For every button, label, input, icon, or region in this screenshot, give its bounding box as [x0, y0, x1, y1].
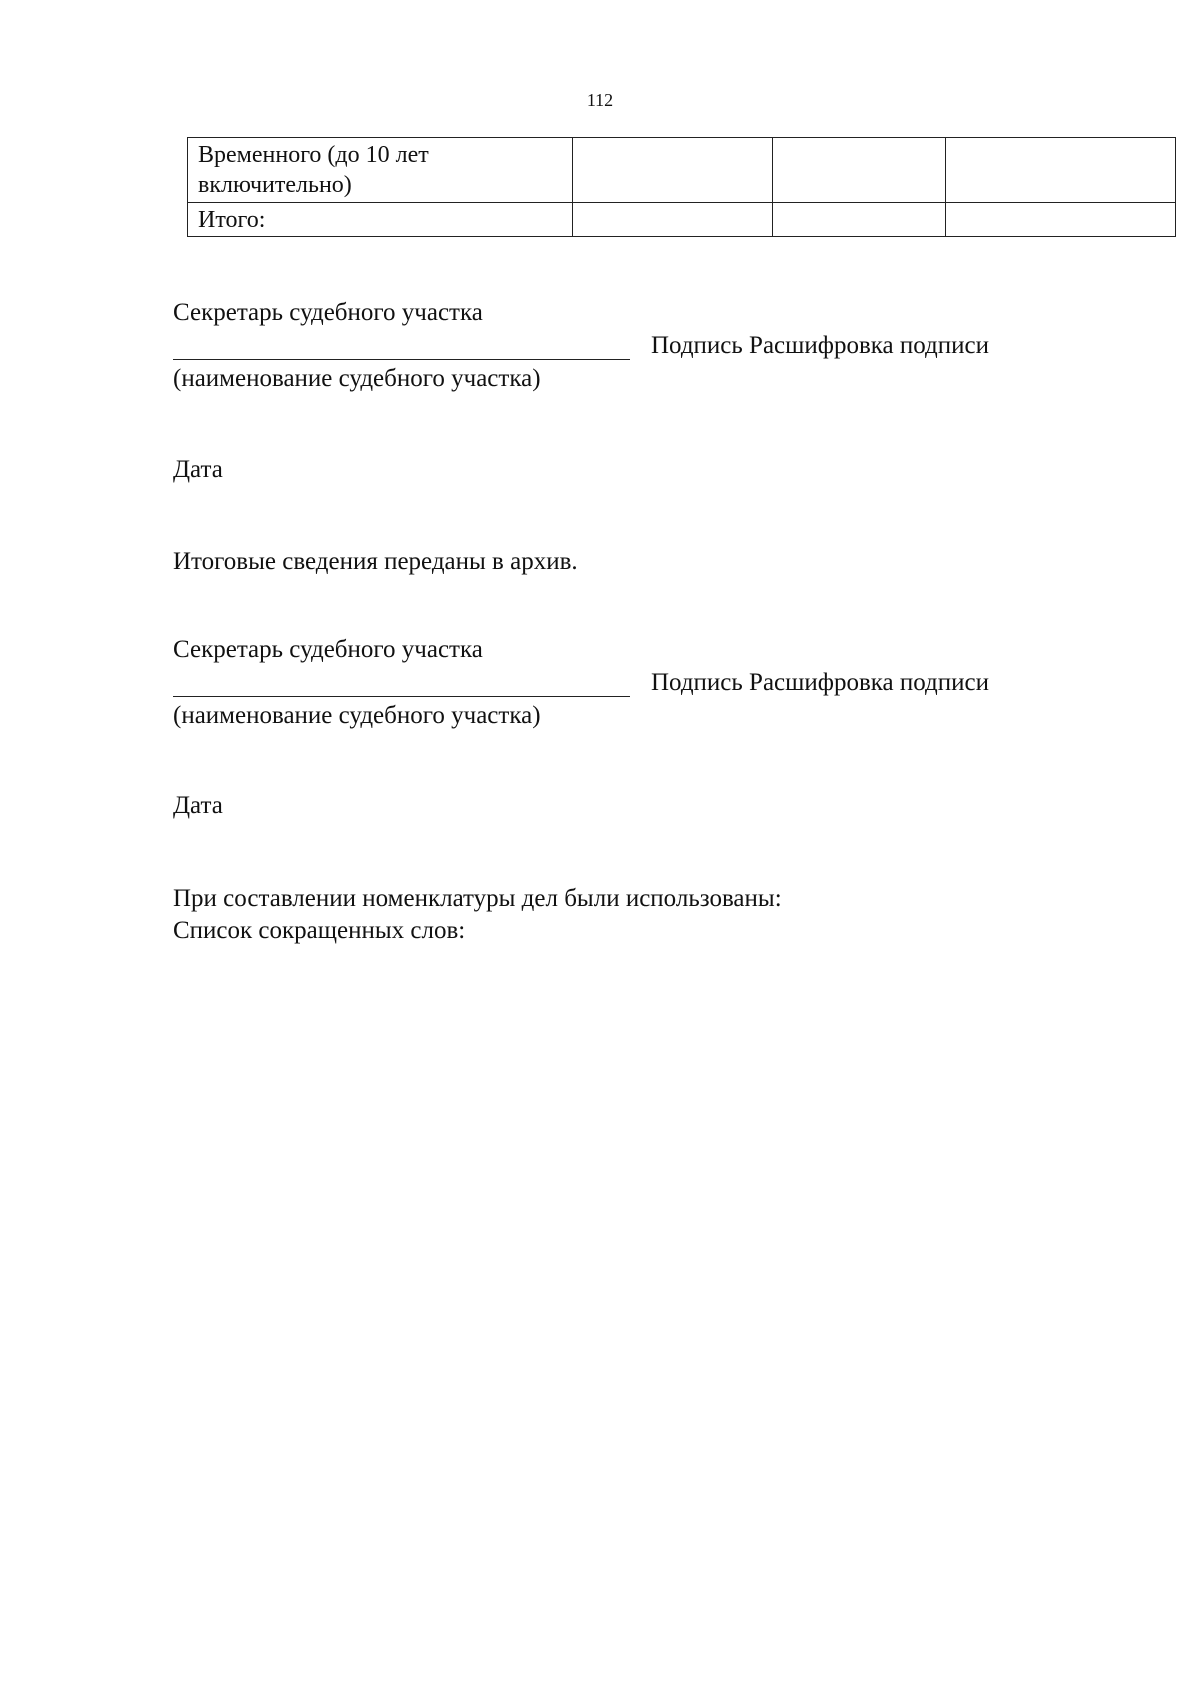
date-label: Дата	[173, 792, 223, 819]
page-number: 112	[586, 90, 614, 110]
table-row	[188, 138, 1176, 203]
archive-note: Итоговые сведения переданы в архив.	[173, 548, 578, 575]
table-cell	[773, 203, 946, 237]
table-cell	[573, 203, 773, 237]
summary-table	[187, 137, 1176, 237]
date-label: Дата	[173, 456, 223, 483]
nomenclature-note: При составлении номенклатуры дел были использованы:	[173, 885, 782, 912]
table-cell	[946, 138, 1176, 203]
signature-line	[173, 359, 630, 360]
court-name-caption: (наименование судебного участка)	[173, 365, 541, 392]
signature-caption: Подпись Расшифровка подписи	[651, 332, 990, 359]
signature-line	[173, 696, 630, 697]
table-cell	[946, 203, 1176, 237]
table-cell	[573, 138, 773, 203]
table-row	[188, 203, 1176, 237]
signature-caption: Подпись Расшифровка подписи	[651, 669, 990, 696]
table-cell	[773, 138, 946, 203]
secretary-title: Секретарь судебного участка	[173, 636, 483, 663]
abbreviations-label: Список сокращенных слов:	[173, 917, 466, 944]
table-row-label: Временного (до 10 лет включительно)	[188, 138, 573, 203]
court-name-caption: (наименование судебного участка)	[173, 702, 541, 729]
table-row-label: Итого:	[188, 203, 573, 237]
secretary-title: Секретарь судебного участка	[173, 299, 483, 326]
